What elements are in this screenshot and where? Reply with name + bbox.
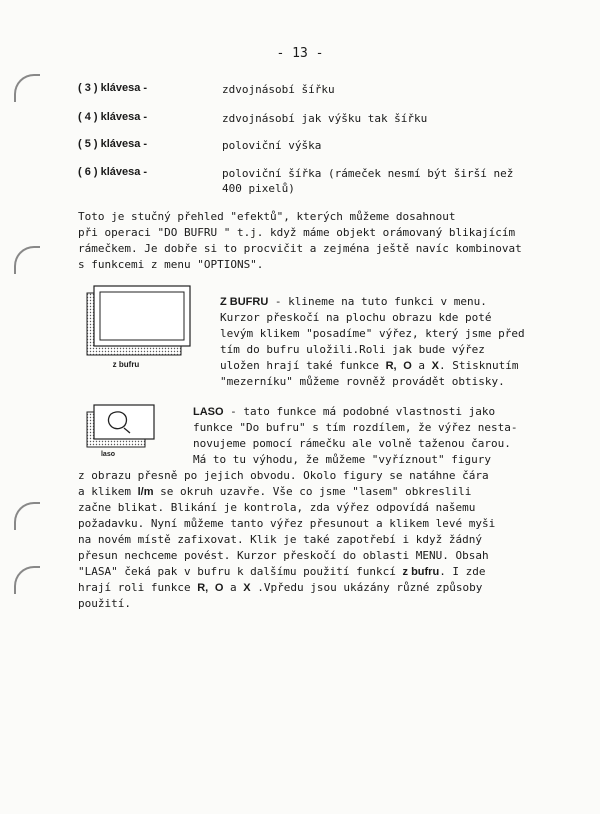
laso-icon-caption: laso	[100, 451, 115, 458]
laso-icon	[86, 404, 156, 448]
key-description: zdvojnásobí jak výšku tak šířku	[222, 112, 428, 125]
z-bufru-icon	[86, 284, 192, 356]
binder-hole-mark	[14, 74, 40, 102]
z-bufru-title: Z BUFRU	[220, 296, 269, 308]
text-line: požadavku. Nyní můžeme tanto výřez přesunout a klikem levé myši	[78, 517, 496, 530]
key-r: R,	[385, 360, 397, 372]
binder-hole-mark	[14, 246, 40, 274]
text-fragment: "LASA" čeká pak v bufru k dalšímu použití funkcí	[78, 565, 403, 578]
text-fragment: hrají roli funkce	[78, 581, 198, 594]
intro-paragraph	[78, 209, 532, 273]
text-line	[78, 484, 532, 500]
text-fragment: a klikem	[78, 485, 138, 498]
text-fragment: uložen hrají také funkce	[220, 359, 386, 372]
laso-title: LASO	[193, 406, 224, 418]
page-number: - 13 -	[276, 46, 324, 61]
key-description: poloviční výška	[222, 139, 322, 152]
text-line: použití.	[78, 597, 131, 610]
text-line	[78, 580, 532, 596]
key-description-line: 400 pixelů)	[222, 182, 295, 195]
text-line: přesun nechceme povést. Kurzor přeskočí do oblasti MENU. Obsah	[78, 549, 489, 562]
key-o: O	[403, 360, 412, 372]
binder-hole-mark	[14, 502, 40, 530]
text-fragment: - tato funkce má podobné vlastnosti jako	[223, 405, 496, 418]
text-fragment: . I zde	[439, 565, 486, 578]
text-line: "mezerníku" můžeme rovněž provádět obtisky.	[220, 375, 505, 388]
text-line: Kurzor přeskočí na plochu obrazu kde poté	[220, 311, 492, 324]
text-line: při operaci "DO BUFRU " t.j. když máme objekt orámovaný blikajícím	[78, 226, 516, 239]
text-fragment: - klineme na tuto funkci v menu.	[268, 295, 487, 308]
laso-paragraph-body	[78, 468, 532, 612]
text-line: tím do bufru uložili.Roli jak bude výřez	[220, 343, 485, 356]
text-line	[78, 564, 532, 580]
key-lm: l/m	[137, 486, 154, 498]
text-line: na novém místě zafixovat. Klik je také zapotřebí i když žádný	[78, 533, 482, 546]
key-description: zdvojnásobí šířku	[222, 83, 335, 96]
z-bufru-icon-caption: z bufru	[112, 360, 140, 369]
laso-paragraph-top	[193, 404, 523, 468]
text-line: Má to tu výhodu, že můžeme "vyříznout" figury	[193, 453, 492, 466]
key-r: R,	[197, 582, 209, 594]
text-line: s funkcemi z menu "OPTIONS".	[78, 258, 264, 271]
z-bufru-ref: z bufru	[402, 566, 440, 578]
text-line: začne blikat. Blikání je kontrola, zda výřez odpovídá našemu	[78, 501, 476, 514]
text-line	[220, 358, 550, 374]
text-line: Toto je stučný přehled "efektů", kterých můžeme dosahnout	[78, 210, 456, 223]
key-label: ( 6 ) klávesa -	[78, 166, 148, 178]
key-label: ( 3 ) klávesa -	[78, 82, 148, 94]
text-fragment: .Vpředu jsou ukázány různé způsoby	[250, 581, 483, 594]
key-x: X	[431, 360, 439, 372]
text-line: levým klikem "posadíme" výřez, který jsme před	[220, 327, 525, 340]
text-line: z obrazu přesně po jejich obvodu. Okolo figury se natáhne čára	[78, 469, 489, 482]
text-line	[220, 294, 550, 310]
text-fragment: . Stisknutím	[438, 359, 519, 372]
text-line: novujeme pomocí rámečku ale volně taženou čarou.	[193, 437, 511, 450]
binder-hole-mark	[14, 566, 40, 594]
key-description-line: poloviční šířka (rámeček nesmí být širší než	[222, 167, 514, 180]
key-label: ( 4 ) klávesa -	[78, 111, 148, 123]
text-fragment: se okruh uzavře. Vše co jsme "lasem" obkreslili	[153, 485, 472, 498]
key-x: X	[243, 582, 251, 594]
text-line	[193, 404, 523, 420]
text-line: funkce "Do bufru" s tím rozdílem, že výřez nesta-	[193, 421, 518, 434]
text-fragment: a	[411, 359, 432, 372]
text-fragment: a	[223, 581, 244, 594]
text-line: rámečkem. Je dobře si to procvičit a zejména ještě navíc kombinovat	[78, 242, 522, 255]
key-label: ( 5 ) klávesa -	[78, 138, 148, 150]
key-o: O	[214, 582, 224, 594]
key-description	[222, 166, 552, 196]
z-bufru-paragraph	[220, 294, 550, 390]
